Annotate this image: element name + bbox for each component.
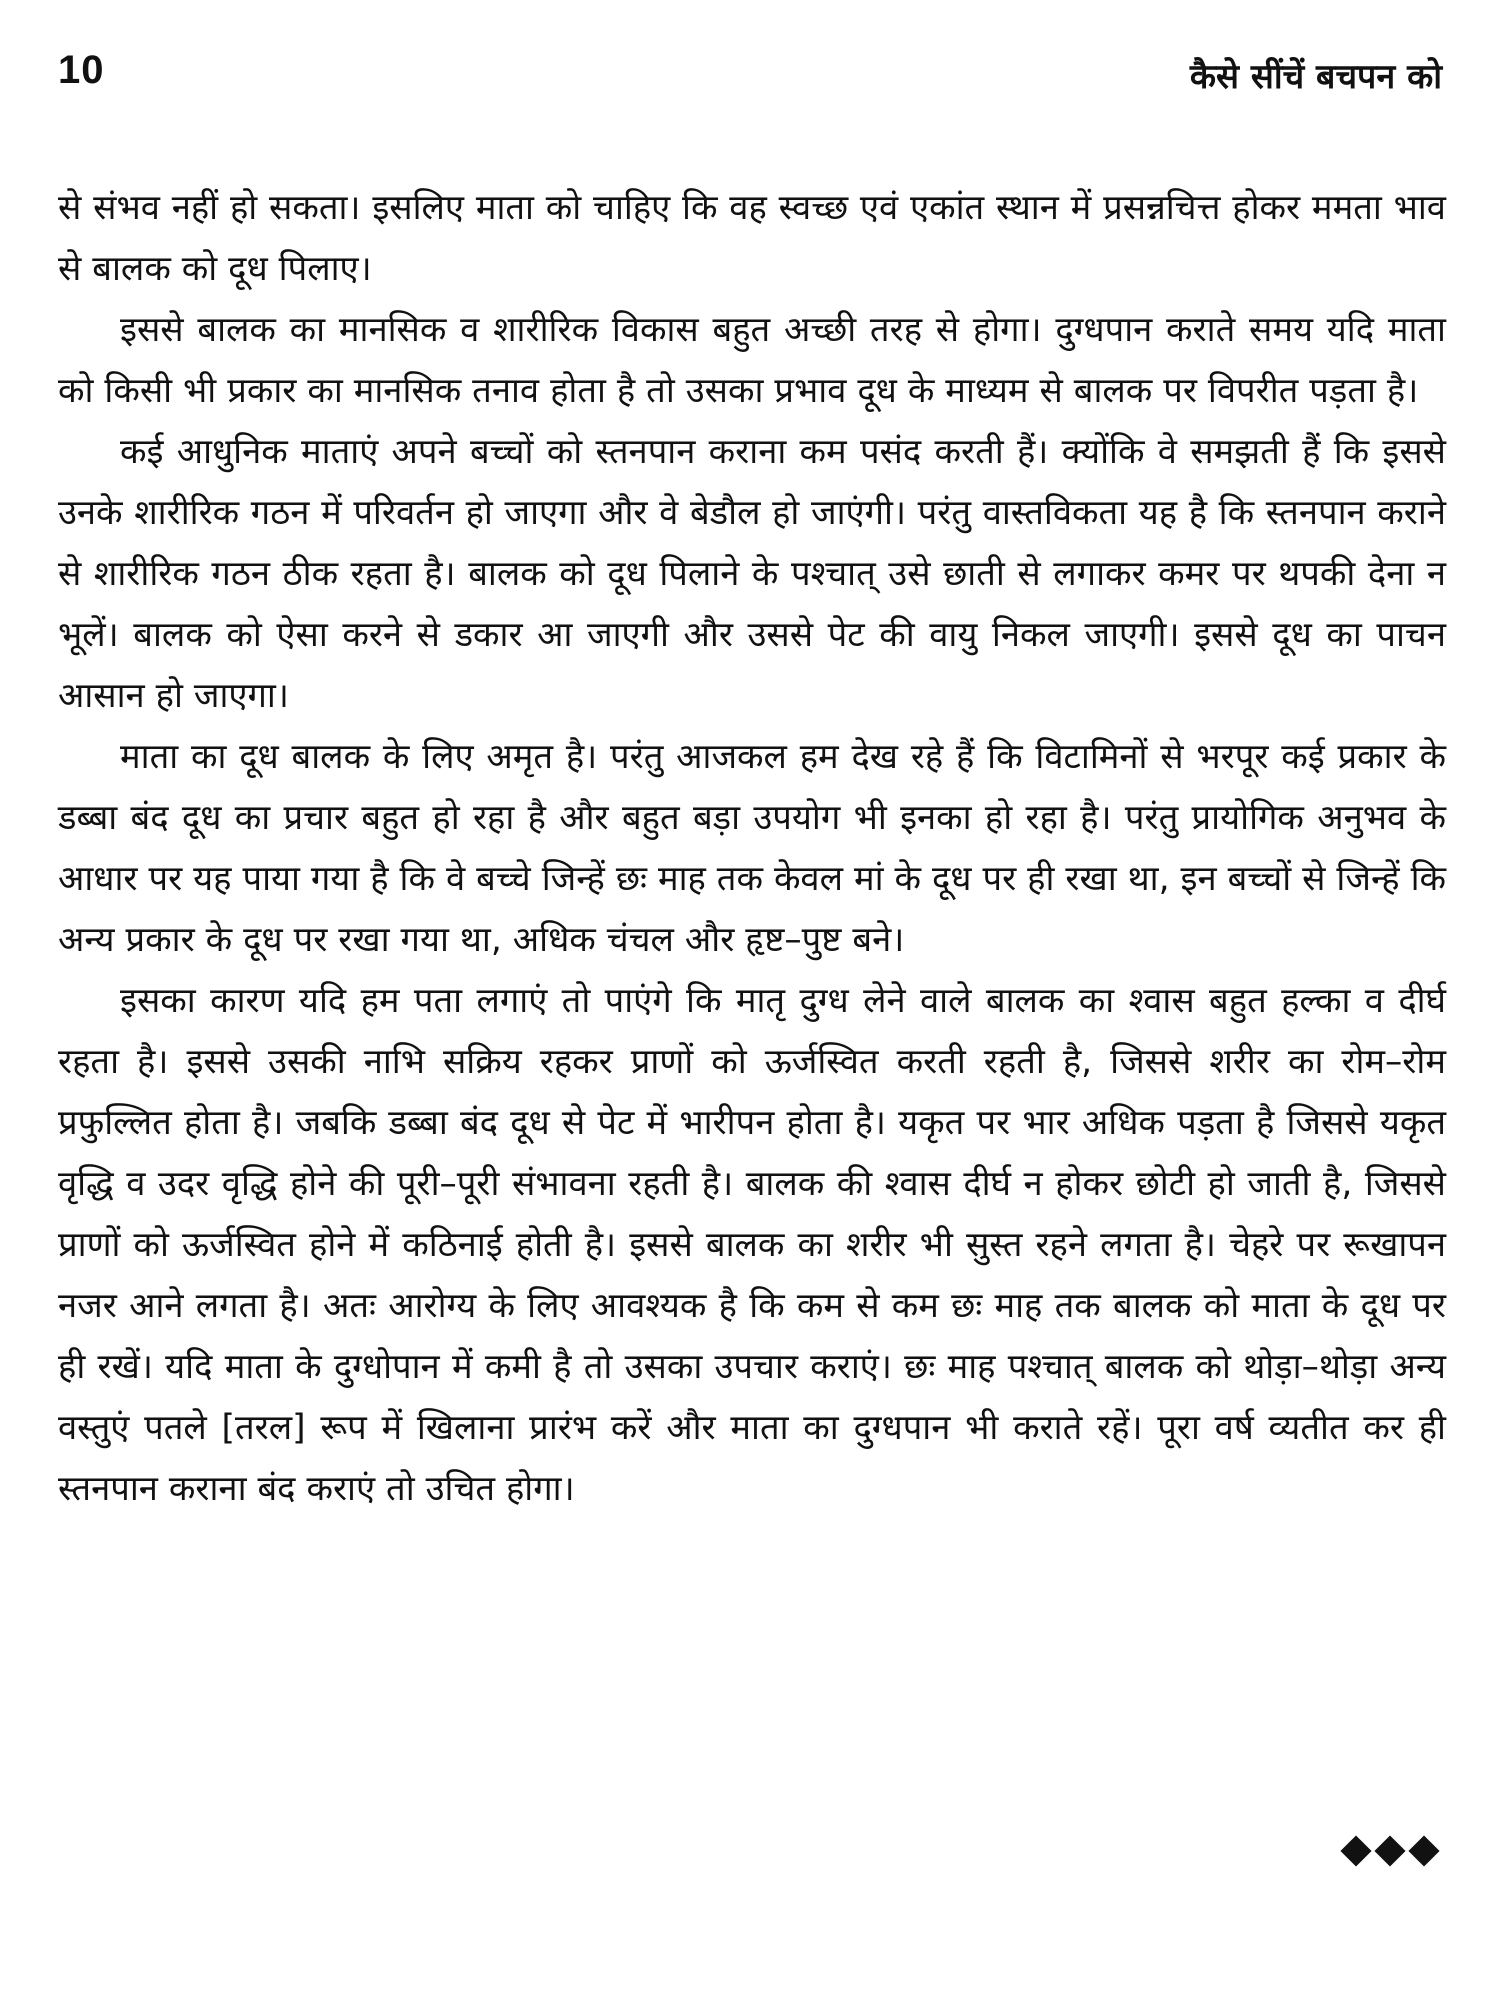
diamond-ornament-icon [1340,1835,1371,1866]
paragraph: कई आधुनिक माताएं अपने बच्चों को स्तनपान कराना कम पसंद करती हैं। क्योंकि वे समझती हैं कि इससे उनके शारीरिक गठन में परिवर्तन हो जाएगा और वे बेडौल हो जाएंगी। परंतु वास्तविकता यह है कि स्तनपान कराने से शारीरिक गठन ठीक रहता है। बालक को दूध पिलाने के पश्चात् उसे छाती से लगाकर कमर पर थपकी देना न भूलें। बालक को ऐसा करने से डकार आ जाएगी और उससे पेट की वायु निकल जाएगी। इससे दूध का पाचन आसान हो जाएगा। [58,432,1446,716]
diamond-ornament-icon [1408,1835,1439,1866]
paragraph: से संभव नहीं हो सकता। इसलिए माता को चाहिए कि वह स्वच्छ एवं एकांत स्थान में प्रसन्नचित्त होकर ममता भाव से बालक को दूध पिलाए। [58,188,1446,289]
page-number: 10 [58,48,105,92]
paragraph: इसका कारण यदि हम पता लगाएं तो पाएंगे कि मातृ दुग्ध लेने वाले बालक का श्वास बहुत हल्का व दीर्घ रहता है। इससे उसकी नाभि सक्रिय रहकर प्राणों को ऊर्जस्वित करती रहती है, जिससे शरीर का रोम–रोम प्रफुल्लित होता है। जबकि डब्बा बंद दूध से पेट में भारीपन होता है। यकृत पर भार अधिक पड़ता है जिससे यकृत वृद्धि व उदर वृद्धि होने की पूरी–पूरी संभावना रहती है। बालक की श्वास दीर्घ न होकर छोटी हो जाती है, जिससे प्राणों को ऊर्जस्वित होने में कठिनाई होती है। इससे बालक का शरीर भी सुस्त रहने लगता है। चेहरे पर रूखापन नजर आने लगता है। अतः आरोग्य के लिए आवश्यक है कि कम से कम छः माह तक बालक को माता के दूध पर ही रखें। यदि माता के दुग्धोपान में कमी है तो उसका उपचार कराएं। छः माह पश्चात् बालक को थोड़ा–थोड़ा अन्य वस्तुएं पतले [तरल] रूप में खिलाना प्रारंभ करें और माता का दुग्धपान भी कराते रहें। पूरा वर्ष व्यतीत कर ही स्तनपान कराना बंद कराएं तो उचित होगा। [58,981,1446,1509]
paragraph: माता का दूध बालक के लिए अमृत है। परंतु आजकल हम देख रहे हैं कि विटामिनों से भरपूर कई प्रकार के डब्बा बंद दूध का प्रचार बहुत हो रहा है और बहुत बड़ा उपयोग भी इनका हो रहा है। परंतु प्रायोगिक अनुभव के आधार पर यह पाया गया है कि वे बच्चे जिन्हें छः माह तक केवल मां के दूध पर ही रखा था, इन बच्चों से जिन्हें कि अन्य प्रकार के दूध पर रखा गया था, अधिक चंचल और हृष्ट–पुष्ट बने। [58,737,1446,960]
running-header-title: कैसे सींचें बचपन को [1189,57,1442,97]
paragraph: इससे बालक का मानसिक व शारीरिक विकास बहुत अच्छी तरह से होगा। दुग्धपान कराते समय यदि माता को किसी भी प्रकार का मानसिक तनाव होता है तो उसका प्रभाव दूध के माध्यम से बालक पर विपरीत पड़ता है। [58,310,1446,411]
body-text [58,178,1446,1520]
end-of-chapter-ornament [1340,1836,1440,1866]
diamond-ornament-icon [1374,1835,1405,1866]
